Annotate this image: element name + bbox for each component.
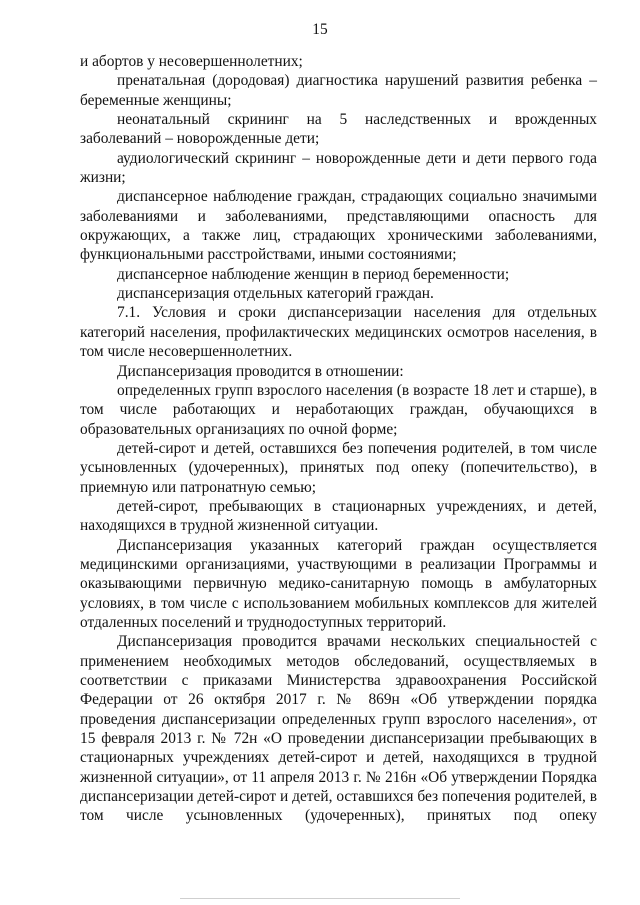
paragraph: Диспансеризация указанных категорий граждан осуществляется медицинскими организациями, участвующими в реализации Программы и оказывающими первичную медико-санитарную помощь в амбулаторных условиях, в том числе с использованием мобильных комплексов для жителей отдаленных поселений и труднодоступных территорий. [80,536,597,631]
paragraph: аудиологический скрининг – новорожденные дети и дети первого года жизни; [80,149,597,187]
paragraph: диспансерное наблюдение граждан, страдающих социально значимыми заболеваниями и заболеваниями, представляющими опасность для окружающих, а также лиц, страдающих хроническими заболеваниями, функциональными расстройствами, иными состояниями; [80,188,597,264]
paragraph: пренатальная (дородовая) диагностика нарушений развития ребенка – беременные женщины; [80,72,597,109]
paragraph: Диспансеризация проводится в отношении: [117,362,404,380]
paragraph: диспансеризация отдельных категорий граждан. [117,285,434,303]
paragraph: неонатальный скрининг на 5 наследственных и врожденных заболеваний – новорожденные дети; [80,111,597,148]
paragraph: диспансерное наблюдение женщин в период беременности; [117,265,510,283]
paragraph: детей-сирот и детей, оставшихся без попечения родителей, в том числе усыновленных (удочеренных), принятых под опеку (попечительство), в приемную или патронатную семью; [80,439,597,496]
paragraph: определенных групп взрослого населения (в возрасте 18 лет и старше), в том числе работающих и неработающих граждан, обучающихся в образовательных организациях по очной форме; [80,381,597,438]
paragraph: Диспансеризация проводится врачами нескольких специальностей с применением необходимых методов обследований, осуществляемых в соответствии с приказами Министерства здравоохранения Российской Федерации от 26 октября 2017 г. № 869н «Об утверждении порядка проведения диспансеризации определенных групп взрослого населения», от 15 февраля 2013 г. № 72н «О проведении диспансеризации пребывающих в стационарных учреждениях детей-сирот и детей, находящихся в трудной жизненной ситуации», от 11 апреля 2013 г. № 216н «Об утверждении Порядка диспансеризации детей-сирот и детей, оставшихся без попечения родителей, в том числе усыновленных (удочеренных), принятых под опеку [80,633,597,825]
section-heading-paragraph: 7.1. Условия и сроки диспансеризации населения для отдельных категорий населения, профилактических медицинских осмотров населения, в том числе несовершеннолетних. [80,304,597,361]
page-bottom-rule [180,898,460,899]
page-number: 15 [312,21,328,38]
paragraph: и абортов у несовершеннолетних; [80,53,303,70]
document-body [80,52,597,826]
paragraph: детей-сирот, пребывающих в стационарных учреждениях, и детей, находящихся в трудной жизненной ситуации. [80,497,597,535]
